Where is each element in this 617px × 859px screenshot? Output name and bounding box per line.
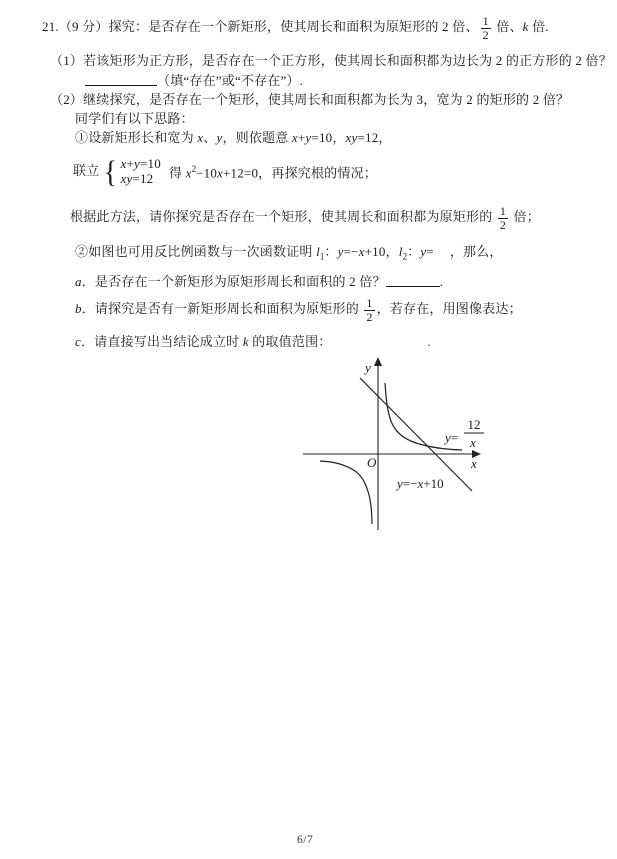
text-run: 的取值范围： — [248, 334, 332, 349]
hyperbola-label — [443, 417, 484, 450]
text-run: + — [297, 130, 306, 145]
text-run: 得 — [168, 165, 186, 181]
text-run: xy — [120, 171, 133, 186]
text-run: ①设新矩形长和宽为 — [75, 130, 198, 145]
text-run: ．请直接写出当结论成立时 — [80, 334, 243, 349]
text-run: ．请探究是否有一新矩形周长和面积为原矩形的 — [81, 301, 363, 316]
text-run: =10， — [311, 130, 346, 145]
text-run: x — [217, 165, 224, 181]
text-run: （填“存在”或“不存在”）. — [157, 73, 304, 88]
text-run: l — [398, 244, 403, 259]
text-run: y — [337, 244, 344, 259]
text-run: −10 — [196, 165, 218, 181]
text-run: +12=0，再探究根的情况； — [223, 165, 377, 181]
fill-in-blank — [386, 274, 440, 287]
inline-fraction — [498, 205, 508, 231]
fraction-numerator: 1 — [366, 295, 373, 310]
fraction-denominator: 2 — [482, 27, 489, 42]
fraction-numerator: 1 — [482, 13, 489, 28]
y-axis-label: y — [365, 360, 371, 375]
line-label-x: x — [417, 476, 424, 491]
thoughts-intro — [75, 112, 194, 126]
text-run: = — [426, 244, 434, 259]
svg-text:y= — [443, 430, 458, 445]
text-run: k — [522, 19, 529, 34]
text-run: 1 — [319, 251, 325, 262]
text-run: ： — [324, 244, 338, 259]
text-run: y — [420, 244, 427, 259]
text-run: =12 — [132, 171, 154, 186]
inline-fraction — [481, 15, 491, 41]
text-run: y — [305, 130, 312, 145]
text-run: xy — [345, 130, 358, 145]
text-run: =− — [343, 244, 359, 259]
system-result — [169, 162, 377, 180]
text-run: 同学们有以下思路： — [75, 111, 194, 126]
part1-question — [50, 54, 612, 68]
text-run: y — [216, 130, 223, 145]
text-run: （2）继续探究，是否存在一个矩形，使其周长和面积都为长为 3，宽为 2 的矩形的 2 倍？ — [50, 92, 570, 107]
hyperbola-label-numerator: 12 — [467, 417, 481, 432]
part1-answer-blank-line — [85, 73, 303, 88]
text-run: x — [291, 130, 298, 145]
page-number: 6/7 — [297, 834, 314, 846]
text-run: ②如图也可用反比例函数与一次函数证明 — [75, 244, 317, 259]
system-prefix — [73, 164, 99, 178]
x-axis-label: x — [471, 456, 477, 471]
question-a — [75, 274, 443, 289]
y-axis-arrow-icon — [374, 357, 382, 366]
text-run: 根据此方法，请你探究是否存在一个矩形，使其周长和面积都为原矩形的 — [70, 209, 496, 224]
text-run: c — [75, 334, 81, 349]
text-run: 倍、 — [492, 19, 523, 34]
text-run: 倍. — [528, 19, 549, 34]
text-run: k — [242, 334, 249, 349]
question-c — [75, 335, 431, 349]
text-run: ，那么， — [449, 244, 503, 259]
text-run: ，则依题意 — [222, 130, 292, 145]
text-run: a — [75, 274, 82, 289]
text-run: . — [439, 274, 444, 289]
question-b — [75, 294, 522, 324]
text-run: =12， — [357, 130, 392, 145]
text-run: y — [134, 156, 141, 171]
hyperbola-label-var: y — [445, 430, 451, 445]
fraction-denominator: 2 — [499, 217, 507, 232]
line-label-eq: =− — [402, 476, 418, 491]
fraction-denominator: 2 — [366, 309, 373, 324]
equation-2 — [121, 171, 161, 186]
fraction-numerator: 1 — [499, 203, 507, 218]
text-run: 2 — [402, 251, 408, 262]
text-run: （1）若该矩形为正方形，是否存在一个正方形，使其周长和面积都为边长为 2 的正方形的 2 倍？ — [50, 53, 612, 68]
text-run: + — [126, 156, 135, 171]
line-label — [395, 476, 444, 491]
text-run: 倍； — [510, 209, 540, 224]
text-run: 21.（9 分）探究：是否存在一个新矩形，使其周长和面积为原矩形的 2 倍、 — [42, 19, 479, 34]
text-run: x — [120, 156, 127, 171]
equation-stack — [121, 156, 161, 186]
text-run: 2 — [191, 163, 197, 174]
text-run: x — [358, 244, 365, 259]
text-run: ，若存在，用图像表达； — [376, 301, 522, 316]
part2-question — [50, 93, 569, 107]
text-run: . — [427, 334, 431, 349]
hyperbola-label-denominator: x — [470, 435, 476, 450]
text-run: 、 — [203, 130, 217, 145]
text-run: ．是否存在一个新矩形为原矩形周长和面积的 2 倍？ — [81, 274, 386, 289]
function-graph — [296, 354, 488, 536]
text-run: ： — [407, 244, 421, 259]
step2-functions — [75, 245, 503, 264]
hyperbola-branch-q3 — [320, 461, 372, 524]
inline-fraction — [364, 297, 374, 323]
text-run: x — [185, 165, 192, 181]
text-run: l — [316, 244, 320, 259]
fill-in-blank — [85, 73, 157, 86]
text-run: x — [197, 130, 204, 145]
line-label-y: y — [397, 476, 403, 491]
problem-21-statement — [42, 12, 549, 42]
step1-setup — [75, 131, 392, 145]
text-run: =10 — [140, 156, 161, 171]
text-run: 联立 — [73, 163, 100, 178]
blank-gap — [434, 255, 450, 256]
hyperbola-label-equals: = — [450, 430, 459, 445]
left-brace: { — [104, 153, 118, 189]
equation-1 — [121, 156, 161, 171]
blank-gap — [331, 345, 427, 346]
text-run: b — [75, 301, 82, 316]
origin-label: O — [367, 455, 377, 470]
line-label-rest: +10 — [423, 476, 444, 491]
system-of-equations — [73, 155, 377, 187]
explore-half-question — [70, 202, 540, 232]
text-run: +10， — [364, 244, 399, 259]
